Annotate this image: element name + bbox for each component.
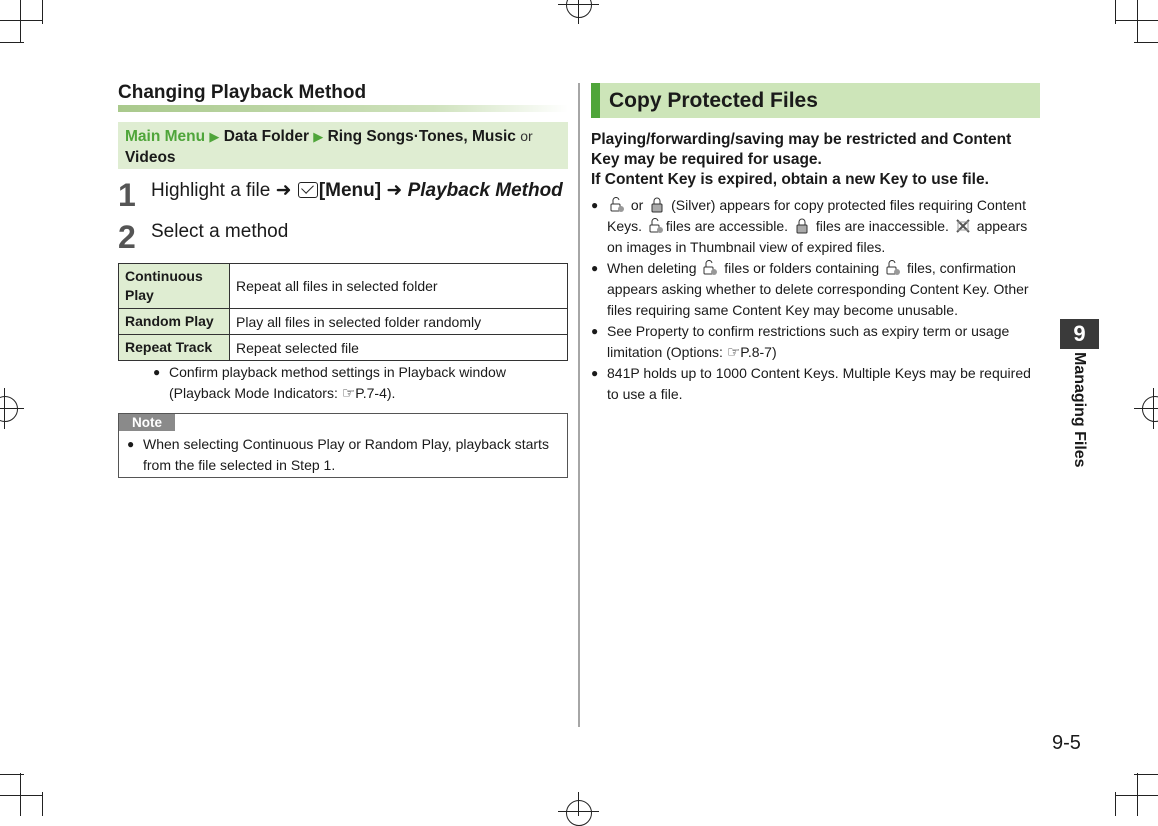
path-arrow-icon: ▶ [313, 129, 324, 144]
chapter-tab-number: 9 [1060, 319, 1099, 349]
menu-ring-songs: Ring Songs·Tones, Music [327, 128, 516, 145]
playback-methods-table [118, 263, 568, 361]
registration-mark [558, 4, 599, 5]
b2-text-a: When deleting [607, 260, 697, 276]
table-row [119, 309, 568, 335]
step-2 [118, 219, 136, 256]
b1-text-b: files are accessible. [665, 218, 789, 234]
registration-mark [0, 396, 18, 422]
b4-text: 841P holds up to 1000 Content Keys. Multiple Keys may be required to use a file. [607, 365, 1031, 402]
registration-mark [558, 811, 599, 812]
table-row [119, 335, 568, 361]
list-item [127, 434, 559, 476]
note-label: Note [119, 414, 175, 431]
note-list [127, 434, 559, 476]
b2-text-b: files or folders containing [724, 260, 880, 276]
table-value: Play all files in selected folder randomly [230, 309, 568, 335]
step-1-text [151, 179, 563, 202]
section-header-title: Copy Protected Files [609, 89, 818, 112]
arrow-icon: ➜ [275, 180, 292, 201]
menu-main: Main Menu [125, 128, 206, 145]
registration-mark [1134, 408, 1158, 409]
step-1 [118, 177, 136, 214]
menu-data-folder: Data Folder [223, 128, 309, 145]
bullet-text: Confirm playback method settings in Playback window (Playback Mode Indicators: [169, 364, 506, 401]
crop-mark [20, 0, 21, 43]
table-key: Random Play [119, 309, 230, 335]
section-header [591, 83, 1040, 118]
crop-mark [20, 773, 21, 816]
menu-key-label: [Menu] [318, 180, 382, 201]
header-accent-bar [591, 83, 600, 118]
unlocked-key-icon [648, 218, 664, 234]
section-title: Changing Playback Method [118, 82, 367, 103]
table-value: Repeat all files in selected folder [230, 264, 568, 309]
menu-videos: Videos [125, 149, 176, 166]
page-number: 9-5 [1052, 732, 1081, 754]
unlocked-key-icon [609, 197, 625, 213]
registration-mark [4, 388, 5, 429]
bullet-ref: P.7-4). [355, 385, 396, 401]
protected-files-list [591, 195, 1041, 405]
path-arrow-icon: ▶ [209, 129, 220, 144]
reference-icon: ☞ [341, 385, 356, 402]
list-item [591, 321, 1041, 363]
table-key: Continuous Play [119, 264, 230, 309]
note-box [118, 413, 568, 478]
b2-text-c: files, confirmation appears asking whether to delete corresponding Content Key. Other files requiring same Content Key may become unusable. [607, 260, 1029, 318]
list-item [153, 362, 558, 404]
registration-mark [566, 0, 592, 18]
menu-path [118, 122, 568, 169]
arrow-icon: ➜ [386, 180, 403, 201]
table-row [119, 264, 568, 309]
list-item [591, 258, 1041, 321]
lock-icon [649, 197, 665, 213]
unlocked-key-icon [702, 260, 718, 276]
registration-mark [578, 792, 579, 816]
column-divider [578, 83, 580, 727]
section-title-rule [118, 105, 568, 112]
note-text: When selecting Continuous Play or Random Play, playback starts from the file selected in Step 1. [143, 436, 549, 473]
bullet-list [153, 362, 558, 404]
registration-mark [566, 800, 592, 826]
step-number: 2 [118, 219, 136, 255]
b3-text: See Property to confirm restrictions such as expiry term or usage limitation (Options: [607, 323, 1010, 360]
expired-image-icon [955, 218, 971, 234]
step-number: 1 [118, 177, 136, 213]
lead-line-1: Playing/forwarding/saving may be restricted and Content Key may be required for usage. [591, 131, 1012, 168]
unlocked-key-icon [885, 260, 901, 276]
table-key: Repeat Track [119, 335, 230, 361]
table-value: Repeat selected file [230, 335, 568, 361]
b1-text-d: appears on images in Thumbnail view of expired files. [607, 218, 1028, 255]
crop-mark [1137, 0, 1138, 43]
list-item [591, 195, 1041, 258]
lead-line-2: If Content Key is expired, obtain a new Key to use file. [591, 171, 989, 188]
b1-or: or [630, 197, 644, 213]
registration-mark [1153, 388, 1154, 429]
chapter-tab-label [1064, 352, 1094, 482]
registration-mark [1142, 396, 1158, 422]
crop-mark [0, 795, 43, 796]
menu-or: or [520, 128, 533, 144]
lead-text [591, 130, 1041, 190]
playback-method-label: Playback Method [407, 180, 563, 201]
b1-text-c: files are inaccessible. [815, 218, 949, 234]
crop-mark [1137, 773, 1138, 816]
crop-mark [0, 20, 43, 21]
lock-icon [794, 218, 810, 234]
list-item [591, 363, 1041, 405]
reference-icon: ☞ [726, 344, 741, 361]
b3-ref: P.8-7) [740, 344, 777, 360]
step-1-instruction: Highlight a file [151, 180, 271, 201]
mail-key-icon [298, 182, 318, 198]
chapter-tab-text: Managing Files [1071, 352, 1088, 468]
b1-text-a: (Silver) appears for copy protected files requiring Content Keys. [607, 197, 1026, 234]
step-2-text: Select a method [151, 221, 289, 242]
